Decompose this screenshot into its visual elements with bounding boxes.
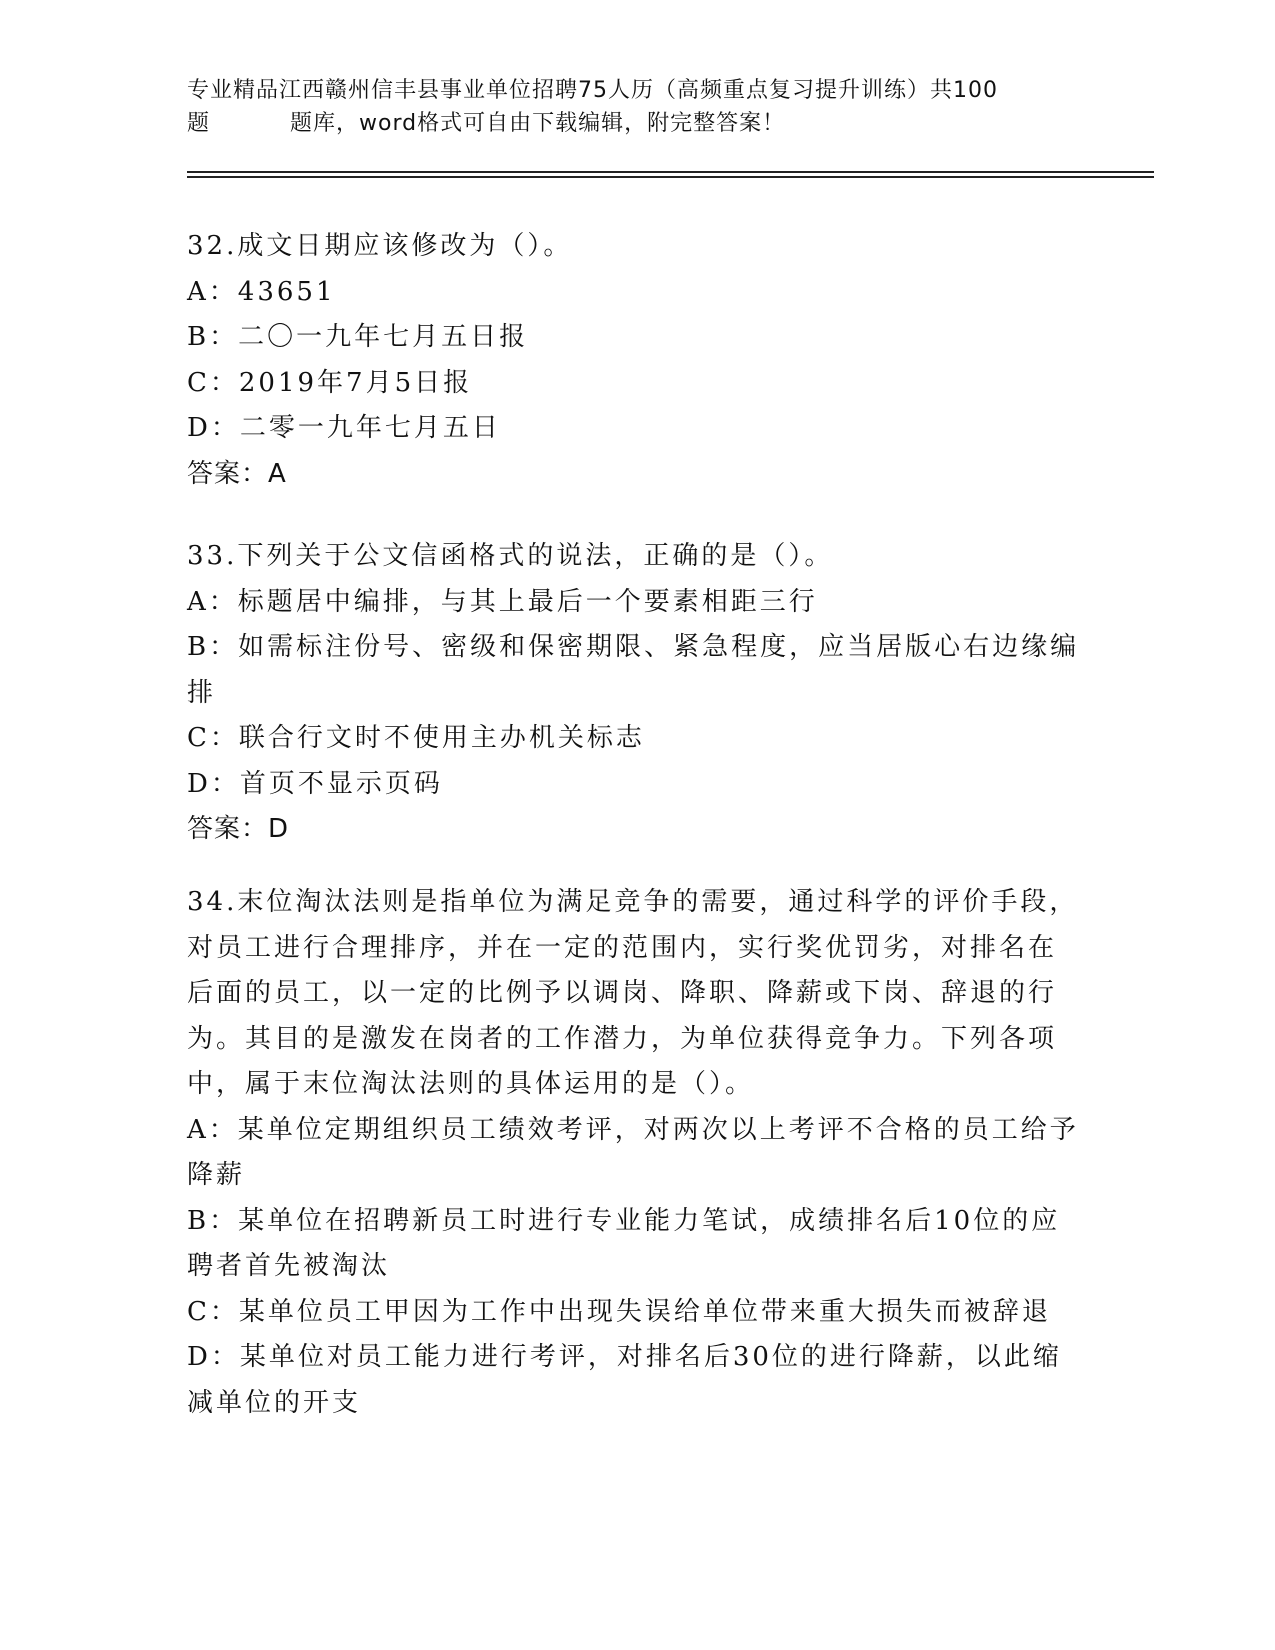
header-title-line2-tail: 题库，word格式可自由下载编辑，附完整答案！: [290, 111, 786, 136]
option-b: B：二〇一九年七月五日报: [187, 322, 529, 352]
question-stem-line: 34.末位淘汰法则是指单位为满足竞争的需要，通过科学的评价手段，: [187, 887, 1079, 917]
option-b: B：某单位在招聘新员工时进行专业能力笔试，成绩排名后10位的应: [187, 1205, 1061, 1236]
option-d: D：二零一九年七月五日: [187, 413, 501, 443]
question-stem-line: 中，属于末位淘汰法则的具体运用的是（）。: [187, 1069, 755, 1099]
question-stem-line: 后面的员工，以一定的比例予以调岗、降职、降薪或下岗、辞退的行: [187, 978, 1058, 1008]
option-c: C：某单位员工甲因为工作中出现失误给单位带来重大损失而被辞退: [187, 1296, 1051, 1327]
option-d: D：首页不显示页码: [187, 768, 443, 799]
question-stem: 33.下列关于公文信函格式的说法，正确的是（）。: [187, 541, 834, 571]
question-stem-line: 对员工进行合理排序，并在一定的范围内，实行奖优罚劣，对排名在: [187, 932, 1058, 963]
option-d: D：某单位对员工能力进行考评，对排名后30位的进行降薪，以此缩: [187, 1342, 1062, 1372]
document-header: [187, 74, 1067, 140]
header-title-line2: [187, 107, 1067, 140]
header-divider-top: [187, 171, 1154, 173]
option-a-continued: 降薪: [187, 1160, 246, 1190]
option-a: A：某单位定期组织员工绩效考评，对两次以上考评不合格的员工给予: [187, 1114, 1079, 1145]
option-a: A：标题居中编排，与其上最后一个要素相距三行: [187, 586, 818, 617]
option-a: A：43651: [187, 276, 336, 307]
option-d-continued: 减单位的开支: [187, 1387, 362, 1418]
option-b-continued: 聘者首先被淘汰: [187, 1251, 391, 1281]
answer: 答案：D: [187, 814, 290, 844]
option-b-continued: 排: [187, 677, 217, 708]
header-divider-bottom: [187, 176, 1154, 178]
question-33: [187, 534, 1080, 853]
option-c: C：2019年7月5日报: [187, 367, 473, 398]
question-32: [187, 224, 1077, 497]
header-title-line2-head: 题: [187, 111, 211, 136]
question-stem: 32.成文日期应该修改为（）。: [187, 231, 573, 261]
header-title-line1: 专业精品江西赣州信丰县事业单位招聘75人历（高频重点复习提升训练）共100: [187, 78, 998, 103]
question-stem-line: 为。其目的是激发在岗者的工作潜力，为单位获得竞争力。下列各项: [187, 1023, 1058, 1054]
answer: 答案：A: [187, 458, 287, 489]
option-b: B：如需标注份号、密级和保密期限、紧急程度，应当居版心右边缘编: [187, 632, 1080, 662]
question-34: [187, 880, 1077, 1426]
option-c: C：联合行文时不使用主办机关标志: [187, 723, 645, 753]
